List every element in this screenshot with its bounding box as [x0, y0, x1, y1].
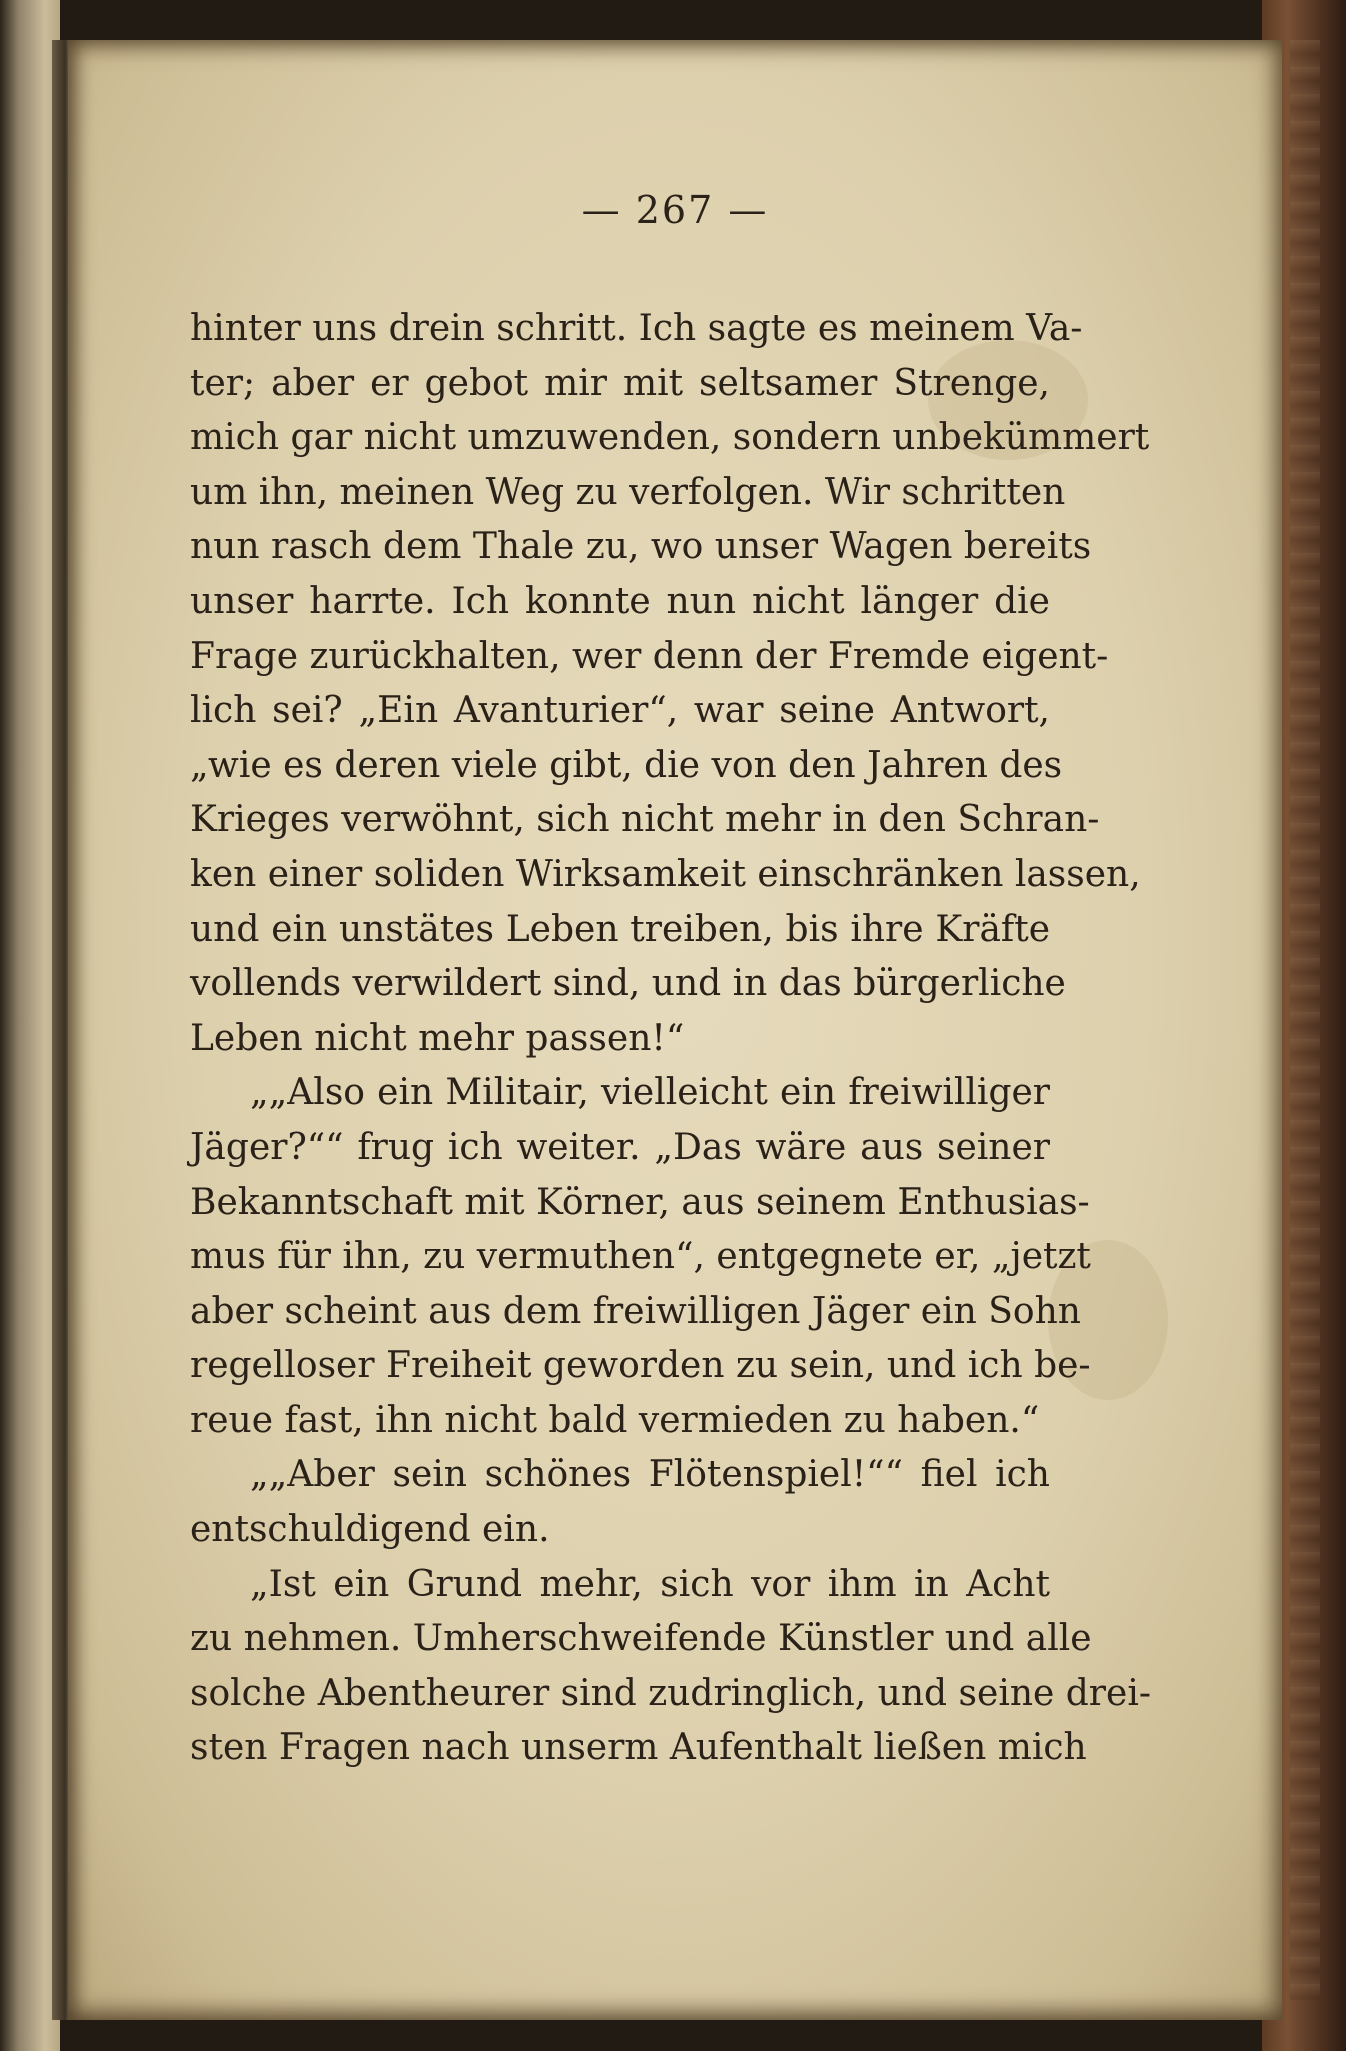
text-line: ter; aber er gebot mir mit seltsamer Strenge, [190, 362, 1050, 404]
text-line: regelloser Freiheit geworden zu sein, und ich be- [190, 1345, 1091, 1387]
text-line: mus für ihn, zu vermuthen“, entgegnete er, „jetzt [190, 1236, 1091, 1278]
text-line: entschuldigend ein. [190, 1509, 550, 1551]
page-number: — 267 — [581, 188, 769, 232]
text-line: „„Aber sein schönes Flötenspiel!““ fiel ich [250, 1454, 1050, 1496]
text-line: unser harrte. Ich konnte nun nicht länger die [190, 580, 1050, 622]
text-line: mich gar nicht umzuwenden, sondern unbekümmert [190, 417, 1150, 459]
text-line: solche Abentheurer sind zudringlich, und seine drei- [190, 1672, 1151, 1714]
text-line: aber scheint aus dem freiwilligen Jäger ein Sohn [190, 1290, 1081, 1332]
text-line: um ihn, meinen Weg zu verfolgen. Wir schritten [190, 471, 1066, 513]
text-line: Jäger?““ frug ich weiter. „Das wäre aus seiner [190, 1126, 1050, 1168]
book-page [68, 40, 1282, 2020]
text-line: vollends verwildert sind, und in das bürgerliche [190, 963, 1066, 1005]
text-line: Krieges verwöhnt, sich nicht mehr in den Schran- [190, 799, 1100, 841]
body-text [190, 302, 1151, 1776]
text-line: sten Fragen nach unserm Aufenthalt ließen mich [190, 1727, 1087, 1769]
text-line: Bekanntschaft mit Körner, aus seinem Enthusias- [190, 1181, 1090, 1223]
text-line: Frage zurückhalten, wer denn der Fremde eigent- [190, 635, 1109, 677]
text-line: Leben nicht mehr passen!“ [190, 1017, 685, 1059]
text-line: lich sei? „Ein Avanturier“, war seine Antwort, [190, 690, 1050, 732]
text-line: nun rasch dem Thale zu, wo unser Wagen bereits [190, 526, 1092, 568]
text-line: „Ist ein Grund mehr, sich vor ihm in Acht [250, 1563, 1050, 1605]
text-line: zu nehmen. Umherschweifende Künstler und alle [190, 1618, 1092, 1660]
text-line: ken einer soliden Wirksamkeit einschränken lassen, [190, 853, 1141, 895]
text-line: „„Also ein Militair, vielleicht ein freiwilliger [250, 1072, 1050, 1114]
text-line: „wie es deren viele gibt, die von den Jahren des [190, 744, 1063, 786]
text-line: und ein unstätes Leben treiben, bis ihre Kräfte [190, 908, 1050, 950]
text-line: hinter uns drein schritt. Ich sagte es meinem Va- [190, 308, 1083, 349]
previous-page-edge [0, 0, 60, 2051]
text-line: reue fast, ihn nicht bald vermieden zu haben.“ [190, 1399, 1040, 1441]
